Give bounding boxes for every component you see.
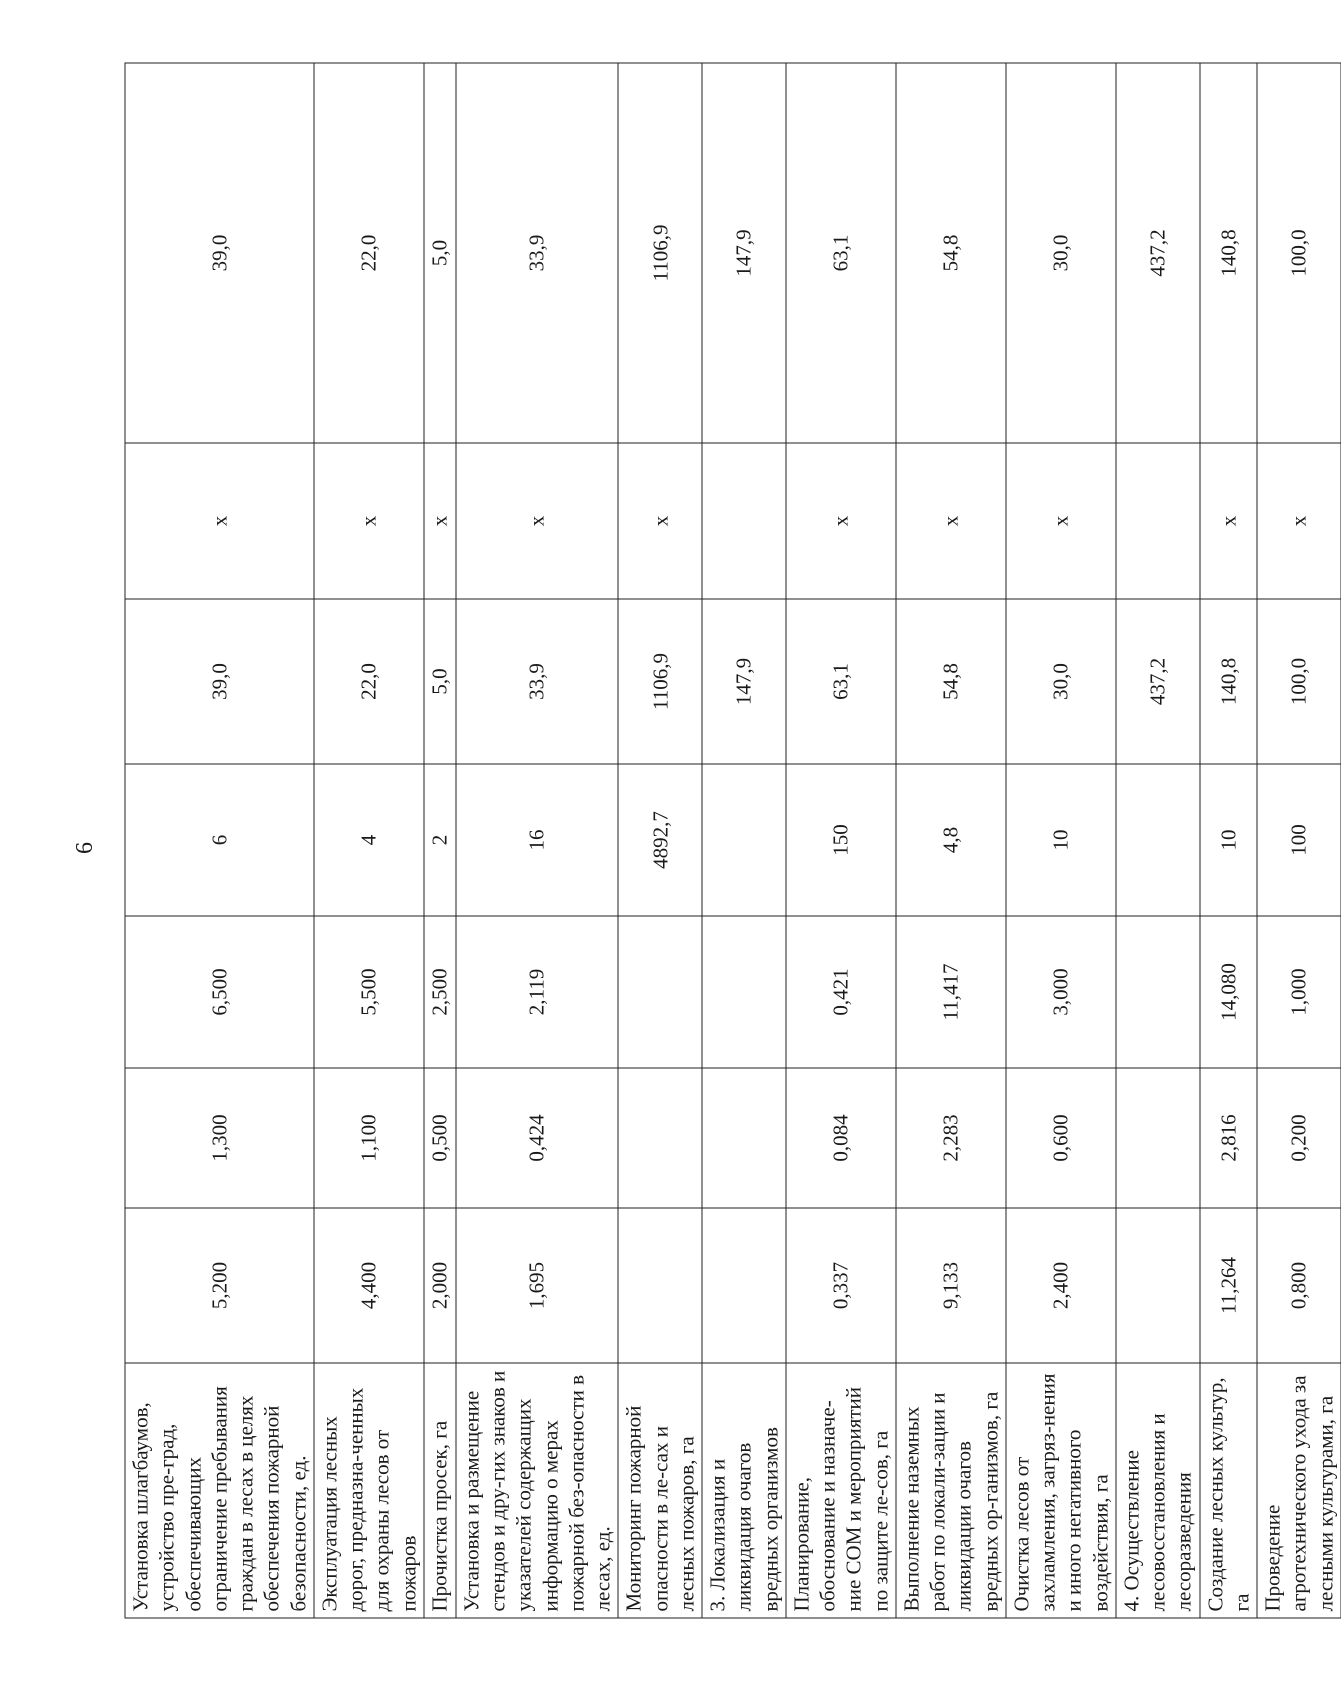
table-cell: 30,0 bbox=[1005, 599, 1115, 764]
table-cell bbox=[702, 916, 786, 1068]
table-cell: 2,500 bbox=[423, 916, 455, 1068]
table-cell: 39,0 bbox=[125, 63, 314, 443]
table-cell: 5,0 bbox=[423, 63, 455, 443]
table-cell: 437,2 bbox=[1115, 599, 1199, 764]
table-cell: х bbox=[618, 443, 702, 599]
table-cell: 150 bbox=[785, 764, 895, 916]
table-row bbox=[1199, 63, 1257, 1618]
table-cell: 1106,9 bbox=[618, 599, 702, 764]
table-cell bbox=[1115, 764, 1199, 916]
table-cell: 2,816 bbox=[1199, 1068, 1257, 1208]
table-cell: 100 bbox=[1257, 764, 1341, 916]
table-row bbox=[423, 63, 455, 1618]
table-cell: 39,0 bbox=[125, 599, 314, 764]
table-row bbox=[313, 63, 423, 1618]
table-row bbox=[455, 63, 618, 1618]
table-cell: 33,9 bbox=[455, 599, 618, 764]
data-table bbox=[124, 63, 1341, 1619]
table-cell: 140,8 bbox=[1199, 599, 1257, 764]
table-row bbox=[785, 63, 895, 1618]
table-row bbox=[1005, 63, 1115, 1618]
table-cell bbox=[618, 916, 702, 1068]
table-cell: х bbox=[423, 443, 455, 599]
table-cell: 54,8 bbox=[895, 599, 1005, 764]
row-name-cell: Проведение агротехнического ухода за лесными культурами, га bbox=[1257, 1363, 1341, 1618]
table-cell bbox=[1115, 916, 1199, 1068]
row-name-cell: Установка шлагбаумов, устройство пре-град, обеспечивающих ограничение пребывания граждан в лесах в целях обеспечения пожарной безопасности, ед. bbox=[125, 1363, 314, 1618]
table-cell: 3,000 bbox=[1005, 916, 1115, 1068]
row-name-cell: Эксплуатация лесных дорог, предназна-ченных для охраны лесов от пожаров bbox=[313, 1363, 423, 1618]
table-cell: 0,337 bbox=[785, 1208, 895, 1363]
table-cell: 100,0 bbox=[1257, 599, 1341, 764]
table-row bbox=[702, 63, 786, 1618]
table-cell bbox=[1115, 1208, 1199, 1363]
row-name-cell: 4. Осуществление лесовосстановления и лесоразведения bbox=[1115, 1363, 1199, 1618]
table-cell: 0,500 bbox=[423, 1068, 455, 1208]
table-cell: 1,000 bbox=[1257, 916, 1341, 1068]
table-cell: 1,695 bbox=[455, 1208, 618, 1363]
table-cell: 5,0 bbox=[423, 599, 455, 764]
table-cell: х bbox=[1005, 443, 1115, 599]
table-cell bbox=[1115, 1068, 1199, 1208]
table-cell: 0,424 bbox=[455, 1068, 618, 1208]
table-cell: 1106,9 bbox=[618, 63, 702, 443]
row-name-cell: Очистка лесов от захламления, загряз-нения и иного негативного воздействия, га bbox=[1005, 1363, 1115, 1618]
table-row bbox=[895, 63, 1005, 1618]
table-row bbox=[1115, 63, 1199, 1618]
row-name-cell: Выполнение наземных работ по локали-зации и ликвидации очагов вредных ор-ганизмов, га bbox=[895, 1363, 1005, 1618]
table-cell: 0,421 bbox=[785, 916, 895, 1068]
table-cell bbox=[618, 1208, 702, 1363]
table-cell: х bbox=[1257, 443, 1341, 599]
table-row bbox=[125, 63, 314, 1618]
table-cell: 9,133 bbox=[895, 1208, 1005, 1363]
table-cell bbox=[702, 764, 786, 916]
table-cell bbox=[702, 443, 786, 599]
row-name-cell: Прочистка просек, га bbox=[423, 1363, 455, 1618]
table-cell: 4 bbox=[313, 764, 423, 916]
table-container bbox=[124, 64, 1337, 1619]
table-cell: 11,264 bbox=[1199, 1208, 1257, 1363]
table-cell: 30,0 bbox=[1005, 63, 1115, 443]
table-cell: х bbox=[1199, 443, 1257, 599]
table-cell: 5,500 bbox=[313, 916, 423, 1068]
table-cell: 22,0 bbox=[313, 599, 423, 764]
table-cell: 10 bbox=[1199, 764, 1257, 916]
table-cell: 100,0 bbox=[1257, 63, 1341, 443]
table-cell bbox=[1115, 443, 1199, 599]
table-cell: 6,500 bbox=[125, 916, 314, 1068]
table-cell: 63,1 bbox=[785, 63, 895, 443]
table-cell: 147,9 bbox=[702, 63, 786, 443]
table-cell: х bbox=[125, 443, 314, 599]
table-cell: х bbox=[455, 443, 618, 599]
table-row bbox=[1257, 63, 1341, 1618]
table-cell: 22,0 bbox=[313, 63, 423, 443]
table-cell: х bbox=[313, 443, 423, 599]
table-cell: 2,119 bbox=[455, 916, 618, 1068]
row-name-cell: Установка и размещение стендов и дру-гих знаков и указателей содержащих информацию о мерах пожарной без-опасности в лесах, ед. bbox=[455, 1363, 618, 1618]
table-cell: 1,300 bbox=[125, 1068, 314, 1208]
table-cell: 1,100 bbox=[313, 1068, 423, 1208]
table-cell bbox=[702, 1068, 786, 1208]
table-cell: 5,200 bbox=[125, 1208, 314, 1363]
table-cell: 0,600 bbox=[1005, 1068, 1115, 1208]
table-cell bbox=[702, 1208, 786, 1363]
table-cell: х bbox=[785, 443, 895, 599]
page-number: 6 bbox=[72, 842, 98, 854]
table-cell bbox=[618, 1068, 702, 1208]
table-cell: 4,8 bbox=[895, 764, 1005, 916]
table-cell: 140,8 bbox=[1199, 63, 1257, 443]
table-cell: 33,9 bbox=[455, 63, 618, 443]
table-cell: 147,9 bbox=[702, 599, 786, 764]
table-body bbox=[125, 63, 1341, 1618]
row-name-cell: Планирование, обоснование и назначе-ние СОМ и мероприятий по защите ле-сов, га bbox=[785, 1363, 895, 1618]
table-cell: 2,400 bbox=[1005, 1208, 1115, 1363]
table-cell: 0,200 bbox=[1257, 1068, 1341, 1208]
table-cell: х bbox=[895, 443, 1005, 599]
table-cell: 437,2 bbox=[1115, 63, 1199, 443]
table-cell: 10 bbox=[1005, 764, 1115, 916]
table-cell: 4,400 bbox=[313, 1208, 423, 1363]
table-cell: 0,800 bbox=[1257, 1208, 1341, 1363]
row-name-cell: 3. Локализация и ликвидация очагов вредных организмов bbox=[702, 1363, 786, 1618]
table-cell: 16 bbox=[455, 764, 618, 916]
table-cell: 63,1 bbox=[785, 599, 895, 764]
table-cell: 6 bbox=[125, 764, 314, 916]
table-cell: 2,000 bbox=[423, 1208, 455, 1363]
table-cell: 2 bbox=[423, 764, 455, 916]
table-cell: 4892,7 bbox=[618, 764, 702, 916]
table-cell: 0,084 bbox=[785, 1068, 895, 1208]
table-cell: 54,8 bbox=[895, 63, 1005, 443]
row-name-cell: Мониторинг пожарной опасности в ле-сах и лесных пожаров, га bbox=[618, 1363, 702, 1618]
table-cell: 14,080 bbox=[1199, 916, 1257, 1068]
table-cell: 11,417 bbox=[895, 916, 1005, 1068]
row-name-cell: Создание лесных культур, га bbox=[1199, 1363, 1257, 1618]
table-row bbox=[618, 63, 702, 1618]
table-cell: 2,283 bbox=[895, 1068, 1005, 1208]
